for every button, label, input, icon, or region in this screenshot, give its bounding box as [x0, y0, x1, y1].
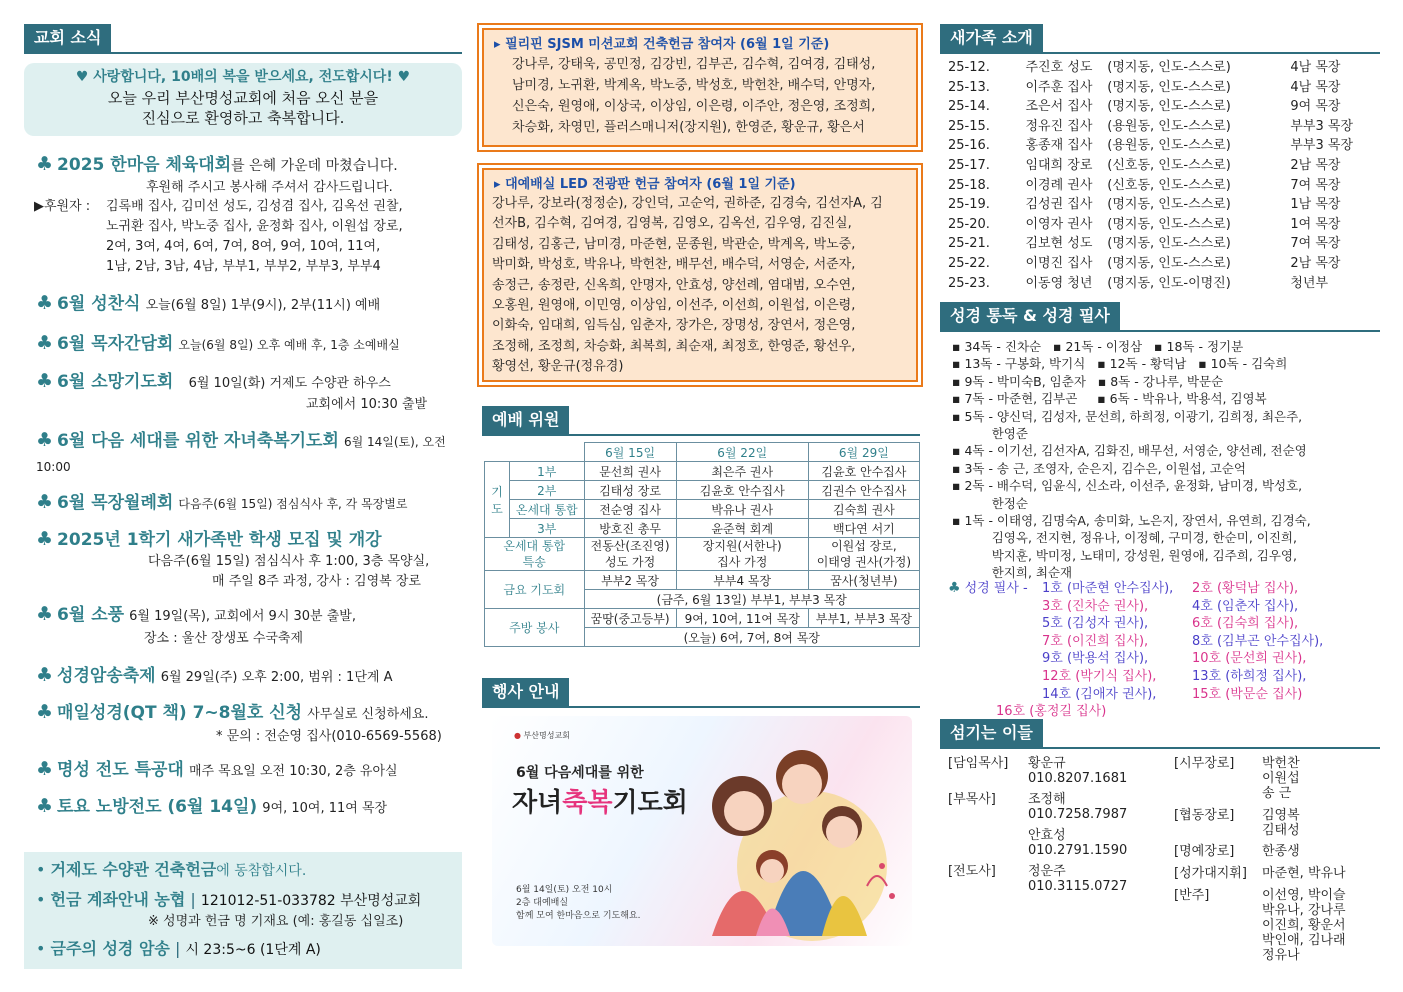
church-logo-icon: ● — [514, 731, 521, 740]
bible-copy-item: 14호 (김애자 권사), — [1042, 686, 1157, 702]
bible-copy-item: 7호 (이진희 집사), — [1042, 633, 1149, 649]
offering-info-box: • 거제도 수양관 건축헌금에 동참합시다. • 헌금 계좌안내 농협 | 121012-51-033782 부산명성교회 ※ 성명과 헌금 명 기재요 (예: 홍길동 십일조) • 금주의 성경 암송 | 시 23:5~6 (1단계 A) — [24, 852, 462, 969]
led-offering-box: ▸ 대예배실 LED 전광판 헌금 참여자 (6월 1일 기준) 강나루, 강보라(정정순), 강인덕, 고순억, 권하준, 김경숙, 김선자A, 김 선자B, 김수혁, 김여경, 김영복, 김영오, 김옥선, 김우영, 김진실, 김태성, 김홍근, 남미경, 마준현, 문종원, 박관순, 박계옥, 박노중, 박미화, 박성호, 박유나, 박헌찬, 배무선, 배수덕, 서영순, 서준자, 송정근, 송정란, 신옥희, 안명자, 안효성, 양선례, 염대범, 오수연, 오홍원, 원영애, 이민영, 이상임, 이선주, 이선희, 이원섭, 이은령, 이화숙, 임대희, 임득심, 임춘자, 장가은, 장명성, 장연서, 정은영, 조정해, 조정희, 차승화, 최복희, 최순재, 최정호, 한영준, 황선우, 황영선, 황운규(정유경) — [482, 168, 918, 382]
bible-copy-item: 5호 (김성자 권사), — [1042, 616, 1149, 632]
newfamily-row: 25-18. 이경례 권사 (신호동, 인도-스스로) 7여 목장 — [948, 177, 1341, 193]
bible-copy-item: 2호 (황덕남 집사), — [1192, 581, 1299, 596]
family-illustration — [682, 736, 912, 946]
church-news-header: 교회 소식 — [24, 24, 462, 54]
club-icon: ♣ — [36, 153, 54, 175]
news-item: ♣ 6월 소망기도회 6월 10일(화) 거제도 수양관 하우스 — [36, 370, 391, 392]
bible-copy-item: 8호 (김부곤 안수집사), — [1192, 633, 1324, 649]
news-item: ♣ 6월 성찬식 오늘(6월 8일) 1부(9시), 2부(11시) 예배 — [36, 292, 381, 314]
bible-copy-item: 3호 (진차순 권사), — [1042, 598, 1149, 614]
bible-reading-line: 한영준 — [952, 426, 1028, 442]
bible-reading-line: 한정순 — [952, 495, 1028, 511]
worship-header: 예배 위원 — [482, 406, 920, 436]
news-item: ♣ 토요 노방전도 (6월 14일) 9여, 10여, 11여 목장 — [36, 795, 388, 817]
bible-reading-line: ▪ 7독 - 마준현, 김부곤 ▪ 6독 - 박유나, 박용석, 김영복 — [952, 391, 1267, 407]
sjsm-offering-box: ▸ 필리핀 SJSM 미션교회 건축헌금 참여자 (6월 1일 기준) 강나루, 강태욱, 공민정, 김강빈, 김부곤, 김수혁, 김여경, 김태성, 남미경, 노귀환, 박계옥, 박노중, 박성호, 박헌찬, 배수덕, 안명자, 신은숙, 원영애, 이상국, 이상임, 이은령, 이주안, 정은영, 조정희, 차승화, 차영민, 플러스매니저(장지원), 한영준, 황운규, 황은서 — [482, 28, 918, 147]
bible-reading-list — [952, 338, 1382, 582]
newfamily-row: 25-13. 이주훈 집사 (명지동, 인도-스스로) 4남 목장 — [948, 79, 1341, 95]
newfamily-row: 25-19. 김성권 집사 (명지동, 인도-스스로) 1남 목장 — [948, 197, 1341, 213]
poster-title: 자녀축복기도회 — [512, 788, 688, 818]
newfamily-row: 25-21. 김보현 성도 (명지동, 인도-스스로) 7여 목장 — [948, 236, 1341, 252]
bible-reading-line: ▪ 4독 - 이기선, 김선자A, 김화진, 배무선, 서영순, 양선례, 전순영 — [952, 443, 1307, 459]
welcome-line1: 오늘 우리 부산명성교회에 처음 오신 분을 — [107, 89, 379, 107]
bible-copy-item: 16호 (홍정길 집사) — [996, 704, 1107, 720]
bible-reading-line: 박지훈, 박미정, 노태미, 강성원, 원영애, 김주희, 김우영, — [952, 547, 1297, 563]
newfamily-table — [948, 58, 1380, 293]
newfamily-header: 새가족 소개 — [940, 24, 1380, 54]
bible-reading-line: ▪ 2독 - 배수덕, 임윤식, 신소라, 이선주, 윤정화, 남미경, 박성호, — [952, 478, 1303, 494]
bible-copy-item: 15호 (박문순 집사) — [1192, 686, 1303, 702]
newfamily-row: 25-22. 이명진 집사 (명지동, 인도-스스로) 2남 목장 — [948, 255, 1341, 271]
bible-reading-line: ▪ 13독 - 구봉화, 박기식 ▪ 12독 - 황덕남 ▪ 10독 - 김숙희 — [952, 356, 1288, 372]
bible-reading-line: 한지희, 최순재 — [952, 565, 1073, 581]
bible-copy-item: 13호 (하희정 집사), — [1192, 668, 1307, 684]
church-news-column — [24, 0, 462, 958]
news-item: ♣ 2025년 1학기 새가족반 학생 모집 및 개강 — [36, 528, 382, 550]
bible-copy-item: 1호 (마준현 안수집사), — [1042, 581, 1174, 596]
news-item: ♣ 6월 소풍 6월 19일(목), 교회에서 9시 30분 출발, — [36, 603, 356, 625]
info-line: • 헌금 계좌안내 농협 | 121012-51-033782 부산명성교회 — [36, 890, 422, 909]
news-item: ♣ 6월 목장월례회 다음주(6월 15일) 점심식사 후, 각 목장별로 — [36, 491, 408, 513]
bible-copy-item: 6호 (김숙희 집사), — [1192, 616, 1299, 632]
news-item: ♣ 6월 목자간담회 오늘(6월 8일) 오후 예배 후, 1층 소예배실 — [36, 332, 400, 354]
bible-header: 성경 통독 & 성경 필사 — [940, 302, 1380, 332]
sjsm-names: 강나루, 강태욱, 공민정, 김강빈, 김부곤, 김수혁, 김여경, 김태성, 남미경, 노귀환, 박계옥, 박노중, 박성호, 박헌찬, 배수덕, 안명자, 신은숙, 원영애, 이상국, 이상임, 이은령, 이주안, 정은영, 조정희, 차승화, 차영민, 플러스매니저(장지원), 한영준, 황운규, 황은서 — [512, 57, 876, 135]
right-column: 새가족 소개 25-12. 주진호 성도 (명지동, 인도-스스로) 4남 목장 25-13. 이주훈 집사 (명지동, 인도-스스로) 4남 목장 25-14. 조은서 집사 (명지동, 인도-스스로) 9여 목장 25-15. 정유진 집사 (용원동, 인도-스스로) 부부3 목장 25-16. 홍종재 집사 (용원동, 인도-스스로) 부부3 목장 25-17. 임대희 장로 (신호동, 인도-스스로) 2남 목장 25-18. 이경례 권사 (신호동, 인도-스스로) 7여 목장 25-19. 김성권 집사 (명지동, 인도-스스로) 1남 목장 25-20. 이영자 권사 (명지동, 인도-스스로) 1여 목장 25-21. 김보현 성도 (명지동, 인도-스스로) 7여 목장 25-22. 이명진 집사 (명지동, 인도-스스로) 2남 목장 25-23. 이동영 청년 (명지동, 인도-이명진) 청년부 성경 통독 & 성경 필사 ▪ 34독 - 진차순 ▪ 21독 - 이정삼 ▪ 18독 - 정기분 ▪ 13독 - 구봉화, 박기식 ▪ 12독 - 황덕남 ▪ 10독 - 김숙희 ▪ 9독 - 박미숙B, 임춘자 ▪ 8독 - 강나루, 박문순 ▪ 7독 - 마준현, 김부곤 ▪ 6독 - 박유나, 박용석, 김영복 ▪ 5독 - 양신덕, 김성자, 문선희, 하희정, 이광기, 김희정, 최은주, 한영준 ▪ 4독 - 이기선, 김선자A, 김화진, 배무선, 서영순, 양선례, 전순영 ▪ 3독 - 송 근, 조영자, 순은지, 김수은, 이원섭, 고순억 ▪ 2독 - 배수덕, 임윤식, 신소라, 이선주, 윤정화, 남미경, 박성호, 한정순 ▪ 1독 - 이태영, 김명숙A, 송미화, 노은지, 장연서, 유연희, 김경숙, 김영옥, 전지현, 정유나, 이정혜, 구미경, 한순미, 이진희, 박지훈, 박미정, 노태미, 강성원, 원영애, 김주희, 김우영, 한지희, 최순재 ♣ 성경 필사 - 1호 (마준현 안수집사), 2호 (황덕남 집사),3호 (진차순 권사), 4호 (임춘자 집사),5호 (김성자 권사), 6호 (김숙희 집사),7호 (이진희 집사), 8호 (김부곤 안수집사),9호 (박용석 집사), 10호 (문선희 권사),12호 (박기식 집사), 13호 (하희정 집사),14호 (김애자 권사), 15호 (박문순 집사)16호 (홍정길 집사) 섬기는 이들 [담임목사] 황운규 010.8207.1681 [부목사] 조정해 010.7258.7987 안효성 010.2791.1590 [전도사] 정운주 010.3115.0727 [시무장로] 박헌찬 이원섭 송 근 [협동장로] 김영복 김태성 [명예장로] 한종생 [성가대지휘] 마준현, 박유나 [반주] 이선영, 박이슬 박유나, 강나루 이진희, 황운서 박인애, 김나래 정유나 — [940, 0, 1380, 293]
bible-copy-list: ♣ 성경 필사 - 1호 (마준현 안수집사), 2호 (황덕남 집사),3호 (진차순 권사), 4호 (임춘자 집사),5호 (김성자 권사), 6호 (김숙희 집사),7호 (이진희 집사), 8호 (김부곤 안수집사),9호 (박용석 집사), 10호 (문선희 권사),12호 (박기식 집사), 13호 (하희정 집사),14호 (김애자 권사), 15호 (박문순 집사)16호 (홍정길 집사) — [948, 580, 1380, 598]
bible-reading-line: ▪ 5독 - 양신덕, 김성자, 문선희, 하희정, 이광기, 김희정, 최은주, — [952, 408, 1303, 424]
sponsor-list: ▶후원자 : 김록배 집사, 김미선 성도, 김성겸 집사, 김옥선 권찰, 노귀환 집사, 박노중 집사, 윤정화 집사, 이원섭 장로, 2여, 3여, 4여, 6여, 7여, 8여, 9여, 10여, 11여, 1남, 2남, 3남, 4남, 부부1, 부부2, 부부3, 부부4 — [34, 199, 403, 274]
news-item: ♣ 명성 전도 특공대 매주 목요일 오전 10:30, 2층 유아실 — [36, 758, 398, 780]
bible-copy-item: 12호 (박기식 집사), — [1042, 668, 1157, 684]
bible-reading-line: ▪ 34독 - 진차순 ▪ 21독 - 이정삼 ▪ 18독 - 정기분 — [952, 339, 1244, 354]
poster-church: ● 부산명성교회 — [514, 731, 570, 740]
newfamily-row: 25-23. 이동영 청년 (명지동, 인도-이명진) 청년부 — [948, 275, 1329, 291]
news-item: ♣ 6월 다음 세대를 위한 자녀축복기도회 6월 14일(토), 오전 10:00 — [36, 429, 446, 474]
newfamily-row: 25-14. 조은서 집사 (명지동, 인도-스스로) 9여 목장 — [948, 99, 1341, 115]
poster-details: 6월 14일(토) 오전 10시 2층 대예배실 함께 모여 한마음으로 기도해요. — [516, 885, 641, 921]
bible-reading-line: 김영옥, 전지현, 정유나, 이정혜, 구미경, 한순미, 이진희, — [952, 530, 1297, 546]
bible-copy-item: 9호 (박용석 집사), — [1042, 651, 1149, 667]
bible-copy-item: 4호 (임춘자 집사), — [1192, 598, 1299, 614]
info-line: • 거제도 수양관 건축헌금에 동참합시다. — [36, 860, 307, 879]
news-item: ♣ 매일성경(QT 책) 7~8월호 신청 사무실로 신청하세요. — [36, 701, 429, 723]
staff-header: 섬기는 이들 — [940, 719, 1380, 749]
news-item: ♣ 2025 한마음 체육대회를 은혜 가운데 마쳤습니다. — [36, 153, 398, 175]
welcome-title: ♥ 사랑합니다, 10배의 복을 받으세요, 전도합시다! ♥ — [75, 69, 411, 85]
led-names: 강나루, 강보라(정정순), 강인덕, 고순억, 권하준, 김경숙, 김선자A, 김 선자B, 김수혁, 김여경, 김영복, 김영오, 김옥선, 김우영, 김진실, 김태성, 김홍근, 남미경, 마준현, 문종원, 박관순, 박계옥, 박노중, 박미화, 박성호, 박유나, 박헌찬, 배무선, 배수덕, 서영순, 서준자, 송정근, 송정란, 신옥희, 안명자, 안효성, 양선례, 염대범, 오수연, 오홍원, 원영애, 이민영, 이상임, 이선주, 이선희, 이원섭, 이은령, 이화숙, 임대희, 임득심, 임춘자, 장가은, 장명성, 장연서, 정은영, 조정해, 조정희, 차승화, 최복희, 최순재, 최정호, 한영준, 황선우, 황영선, 황운규(정유경) — [492, 196, 883, 375]
welcome-line2: 진심으로 환영하고 축복합니다. — [141, 109, 345, 127]
bible-reading-line: ▪ 3독 - 송 근, 조영자, 순은지, 김수은, 이원섭, 고순억 — [952, 460, 1246, 476]
newfamily-row: 25-12. 주진호 성도 (명지동, 인도-스스로) 4남 목장 — [948, 60, 1341, 75]
worship-table: 6월 15일 6월 22일 6월 29일 기도 1부 문선희 권사 최은주 권사 김윤호 안수집사 2부 김태성 장로 김윤호 안수집사 김권수 안수집사 온세대 통합 전순영 집사 박유나 권사 김숙희 권사 3부 방호진 총무 윤준혁 회계 백다연 서기 온세대 통합 특송 전동산(조진영) 성도 가정 장지원(서한나) 집사 가정 이원섭 장로, 이태영 권사(가정) 금요 기도회 부부2 목장 부부4 목장 꿈사(청년부) (금주, 6월 13일) 부부1, 부부3 목장 주방 봉사 꿈땅(중고등부) 9여, 10여, 11여 목장 부부1, 부부3 목장 (오늘) 6여, 7여, 8여 목장 — [484, 442, 920, 647]
bible-reading-line: ▪ 9독 - 박미숙B, 임춘자 ▪ 8독 - 강나루, 박문순 — [952, 373, 1224, 389]
event-header: 행사 안내 — [482, 678, 920, 708]
welcome-box — [24, 63, 462, 136]
news-item: ♣ 성경암송축제 6월 29일(주) 오후 2:00, 범위 : 1단계 A — [36, 664, 393, 686]
newfamily-row: 25-16. 홍종재 집사 (용원동, 인도-스스로) 부부3 목장 — [948, 138, 1354, 154]
newfamily-row: 25-17. 임대희 장로 (신호동, 인도-스스로) 2남 목장 — [948, 157, 1341, 173]
bible-copy-item: 10호 (문선희 권사), — [1192, 651, 1307, 667]
newfamily-row: 25-15. 정유진 집사 (용원동, 인도-스스로) 부부3 목장 — [948, 118, 1354, 134]
bible-reading-line: ▪ 1독 - 이태영, 김명숙A, 송미화, 노은지, 장연서, 유연희, 김경숙, — [952, 513, 1311, 529]
event-poster: ● 부산명성교회 6월 다음세대를 위한 자녀축복기도회 6월 14일(토) 오전 10시 2층 대예배실 함께 모여 한마음으로 기도해요. — [492, 716, 912, 946]
newfamily-row: 25-20. 이영자 권사 (명지동, 인도-스스로) 1여 목장 — [948, 216, 1341, 232]
news-list: ♣ 2025 한마음 체육대회를 은혜 가운데 마쳤습니다. 후원해 주시고 봉사해 주셔서 감사드립니다. ▶후원자 : 김록배 집사, 김미선 성도, 김성겸 집사, 김옥선 권찰, 노귀환 집사, 박노중 집사, 윤정화 집사, 이원섭 장로, 2여, 3여, 4여, 6여, 7여, 8여, 9여, 10여, 11여, 1남, 2남, 3남, 4남, 부부1, 부부2, 부부3, 부부4 ♣ 6월 성찬식 오늘(6월 8일) 1부(9시), 2부(11시) 예배 ♣ 6월 목자간담회 오늘(6월 8일) 오후 예배 후, 1층 소예배실 ♣ 6월 소망기도회 6월 10일(화) 거제도 수양관 하우스 교회에서 10:30 출발 ♣ 6월 다음 세대를 위한 자녀축복기도회 6월 14일(토), 오전 10:00 ♣ 6월 목장월례회 다음주(6월 15일) 점심식사 후, 각 목장별로 ♣ 2025년 1학기 새가족반 학생 모집 및 개강 다음주(6월 15일) 점심식사 후 1:00, 3층 목양실, 매 주일 8주 과정, 강사 : 김영복 장로 ♣ 6월 소풍 6월 19일(목), 교회에서 9시 30분 출발, 장소 : 울산 장생포 수국축제 ♣ 성경암송축제 6월 29일(주) 오후 2:00, 범위 : 1단계 A ♣ 매일성경(QT 책) 7~8월호 신청 사무실로 신청하세요. * 문의 : 전순영 집사(010-6569-5568) ♣ 명성 전도 특공대 매주 목요일 오전 10:30, 2층 유아실 ♣ 토요 노방전도 (6월 14일) 9여, 10여, 11여 목장 — [24, 152, 462, 821]
info-line: • 금주의 성경 암송 | 시 23:5~6 (1단계 A) — [36, 939, 321, 958]
